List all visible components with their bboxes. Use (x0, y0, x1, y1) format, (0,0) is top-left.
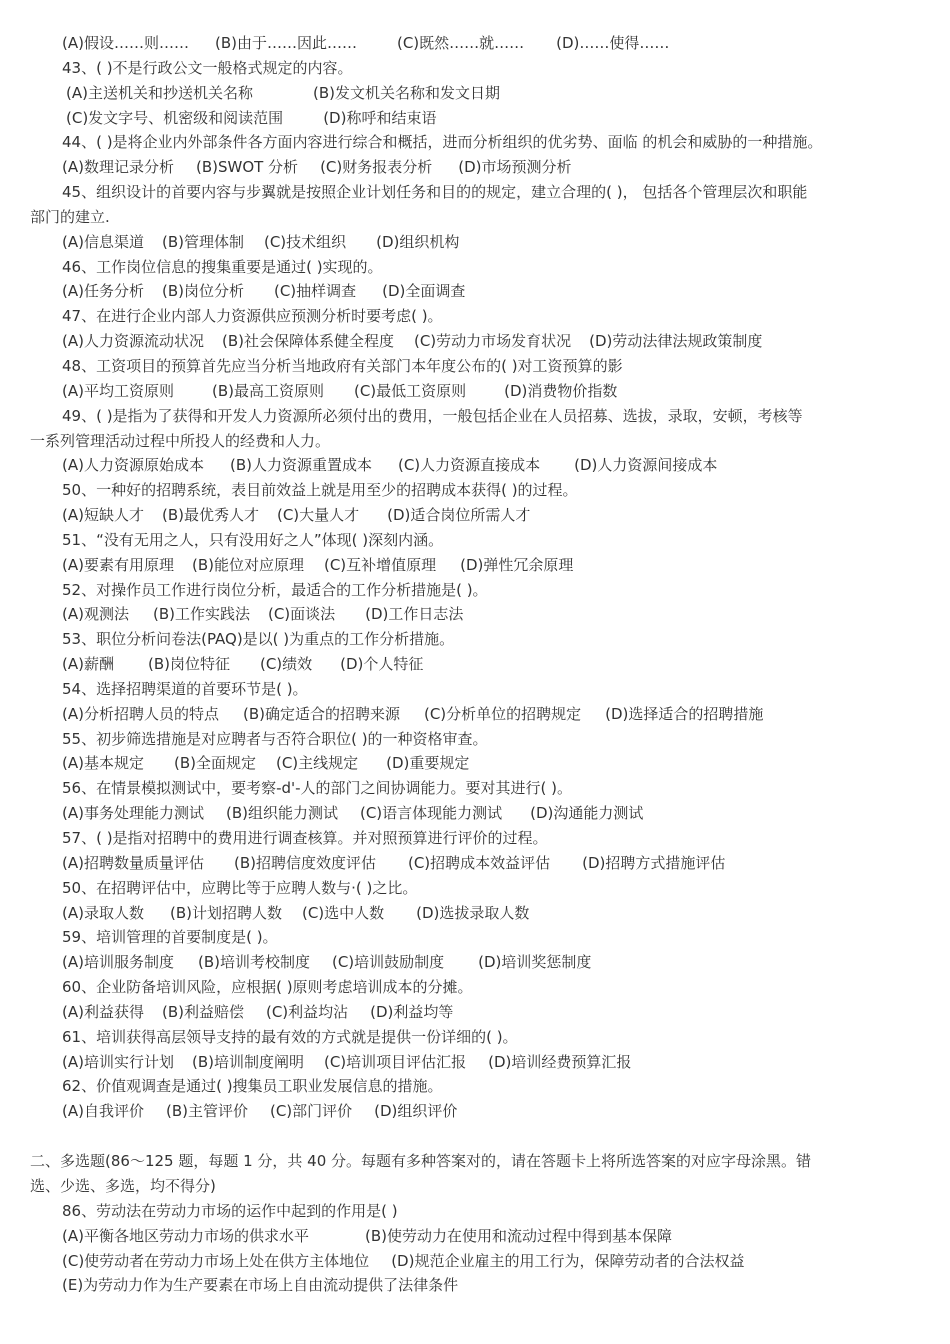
answer-option: (D)人力资源间接成本 (574, 456, 718, 475)
answer-option: (A)利益获得 (62, 1002, 144, 1021)
answer-option: (C)互补增值原理 (323, 555, 437, 574)
answer-option: (B)全面规定 (173, 754, 256, 773)
text-line: 49、( )是指为了获得和开发人力资源所必须付出的费用，一般包括企业在人员招募、选拔，录取，安顿，考核等 (62, 406, 803, 425)
answer-option: (A)薪酬 (62, 655, 114, 674)
answer-option: (B)工作实践法 (152, 605, 250, 624)
answer-option: (A)录取人数 (62, 903, 144, 922)
answer-options-line (0, 503, 950, 528)
answer-option: (C)选中人数 (301, 903, 385, 922)
text-line: 60、企业防备培训风险，应根据( )原则考虑培训成本的分摊。 (62, 978, 473, 997)
answer-option: (A)事务处理能力测试 (62, 804, 204, 823)
answer-option: (A)人力资源原始成本 (62, 456, 204, 475)
answer-options-line (0, 329, 950, 354)
answer-options-line (0, 1000, 950, 1025)
answer-options-line (0, 31, 950, 56)
answer-option: (A)培训实行计划 (62, 1052, 174, 1071)
answer-options-line (0, 652, 950, 677)
answer-option: (A)基本规定 (62, 754, 144, 773)
answer-option: (A)平衡各地区劳动力市场的供求水平 (62, 1226, 309, 1245)
answer-options-line (0, 1249, 950, 1274)
answer-options-line (0, 950, 950, 975)
text-line: 59、培训管理的首要制度是( )。 (62, 928, 278, 947)
answer-option: (A)信息渠道 (62, 232, 144, 251)
text-line: 51、“没有无用之人，只有没用好之人”体现( )深刻内涵。 (62, 530, 444, 549)
answer-option: (A)任务分析 (62, 282, 144, 301)
text-line: 50、在招聘评估中，应聘比等于应聘人数与·( )之比。 (62, 878, 418, 897)
answer-options-line (0, 453, 950, 478)
answer-option: (D)劳动法律法规政策制度 (589, 332, 763, 351)
answer-options-line (0, 230, 950, 255)
answer-option: (C)分析单位的招聘规定 (423, 704, 582, 723)
answer-option: (B)培训制度阐明 (191, 1052, 304, 1071)
text-line: 一系列管理活动过程中所投人的经费和人力。 (30, 431, 331, 450)
text-line: 43、( )不是行政公文一般格式规定的内容。 (62, 58, 353, 77)
answer-options-line (0, 553, 950, 578)
answer-options-line (0, 379, 950, 404)
answer-options-line (0, 901, 950, 926)
answer-option: (C)抽样调查 (273, 282, 357, 301)
answer-option: (C)培训项目评估汇报 (323, 1052, 467, 1071)
answer-option: (C)财务报表分析 (320, 158, 433, 177)
answer-option: (C)绩效 (259, 655, 313, 674)
answer-options-line (0, 81, 950, 106)
answer-option: (D)……使得…… (556, 34, 670, 52)
text-line: 57、( )是指对招聘中的费用进行调查核算。并对照预算进行评价的过程。 (62, 829, 548, 847)
answer-option: (C)使劳动者在劳动力市场上处在供方主体地位 (62, 1251, 370, 1270)
answer-option: (A)假设……则…… (62, 34, 189, 52)
answer-option: (B)最优秀人才 (161, 506, 259, 525)
answer-options-line (0, 602, 950, 627)
answer-option: (D)组织评价 (374, 1102, 458, 1121)
answer-option: (B)招聘信度效度评估 (233, 853, 376, 872)
text-line: 46、工作岗位信息的搜集重要是通过( )实现的。 (62, 257, 383, 276)
answer-option: (A)要素有用原理 (62, 555, 174, 574)
answer-option: (D)规范企业雇主的用工行为，保障劳动者的合法权益 (391, 1251, 745, 1270)
answer-option: (C)培训鼓励制度 (331, 953, 445, 972)
answer-options-line (0, 801, 950, 826)
answer-option: (B)利益赔偿 (161, 1002, 244, 1021)
text-line: (E)为劳动力作为生产要素在市场上自由流动提供了法律条件 (62, 1276, 459, 1295)
answer-option: (C)招聘成本效益评估 (407, 853, 551, 872)
answer-option: (C)发文字号、机密级和阅读范围 (66, 108, 284, 127)
answer-option: (A)观测法 (62, 605, 129, 624)
answer-options-line (0, 1050, 950, 1075)
text-line: 45、组织设计的首要内容与步翼就是按照企业计划任务和目的的规定，建立合理的( )， 包括各个管理层次和职能 (62, 183, 808, 202)
answer-option: (B)SWOT 分析 (195, 158, 299, 177)
answer-options-line (0, 751, 950, 776)
answer-option: (C)技术组织 (263, 232, 347, 251)
text-line: 选、少选、多选，均不得分) (30, 1176, 216, 1195)
answer-option: (B)由于……因此…… (214, 34, 357, 52)
answer-options-line (0, 702, 950, 727)
answer-option: (D)选择适合的招聘措施 (605, 704, 764, 723)
answer-option: (B)使劳动力在使用和流动过程中得到基本保障 (364, 1226, 672, 1245)
answer-options-line (0, 1099, 950, 1124)
answer-option: (B)培训考校制度 (197, 953, 310, 972)
answer-option: (A)主送机关和抄送机关名称 (66, 83, 253, 102)
answer-option: (A)短缺人才 (62, 506, 144, 525)
answer-option: (C)大量人才 (276, 506, 360, 525)
answer-option: (B)社会保障体系健全程度 (221, 332, 394, 351)
text-line: 52、对操作员工作进行岗位分析，最适合的工作分析措施是( )。 (62, 580, 488, 599)
answer-option: (D)选拔录取人数 (416, 903, 530, 922)
text-line: 48、工资项目的预算首先应当分析当地政府有关部门本年度公布的( )对工资预算的影 (62, 356, 623, 375)
text-line: 53、职位分析问卷法(PAQ)是以( )为重点的工作分析措施。 (62, 630, 455, 649)
answer-option: (D)个人特征 (340, 655, 424, 674)
answer-options-line (0, 851, 950, 876)
answer-option: (A)平均工资原则 (62, 381, 174, 400)
answer-option: (A)培训服务制度 (62, 953, 174, 972)
answer-option: (A)人力资源流动状况 (62, 332, 204, 351)
answer-option: (A)数理记录分析 (62, 158, 174, 177)
answer-option: (D)消费物价指数 (504, 381, 618, 400)
answer-option: (C)利益均沾 (265, 1002, 349, 1021)
answer-option: (B)发文机关名称和发文日期 (312, 83, 500, 102)
text-line: 55、初步筛选措施是对应聘者与否符合职位( )的一种资格审查。 (62, 729, 488, 748)
document-page (0, 31, 950, 1298)
answer-option: (B)岗位特征 (147, 655, 230, 674)
answer-option: (B)人力资源重置成本 (229, 456, 372, 475)
text-line: 部门的建立. (30, 207, 110, 226)
text-line: 61、培训获得高层领导支持的最有效的方式就是提供一份详细的( )。 (62, 1027, 518, 1046)
answer-option: (C)人力资源直接成本 (397, 456, 541, 475)
answer-option: (C)最低工资原则 (353, 381, 467, 400)
answer-option: (C)既然……就…… (396, 34, 525, 52)
text-line: 56、在情景模拟测试中，要考察-d'-人的部门之间协调能力。要对其进行( )。 (62, 779, 573, 798)
answer-option: (C)语言体现能力测试 (359, 804, 503, 823)
answer-option: (D)沟通能力测试 (530, 804, 644, 823)
answer-option: (B)岗位分析 (161, 282, 244, 301)
answer-option: (A)招聘数量质量评估 (62, 853, 204, 872)
answer-option: (D)全面调查 (382, 282, 466, 301)
answer-option: (B)计划招聘人数 (169, 903, 282, 922)
answer-option: (D)重要规定 (386, 754, 470, 773)
text-line: 47、在进行企业内部人力资源供应预测分析时要考虑( )。 (62, 307, 443, 326)
text-line: 二、多选题(86～125 题，每题 1 分，共 40 分。每题有多种答案对的，请在答题卡上将所选答案的对应字母涂黑。错 (30, 1152, 812, 1171)
answer-option: (C)部门评价 (269, 1102, 353, 1121)
answer-option: (D)称呼和结束语 (323, 108, 437, 127)
text-line: 62、价值观调查是通过( )搜集员工职业发展信息的措施。 (62, 1077, 443, 1096)
answer-options-line (0, 106, 950, 131)
answer-option: (D)弹性冗余原理 (460, 555, 574, 574)
answer-options-line (0, 279, 950, 304)
answer-option: (D)培训奖惩制度 (478, 953, 592, 972)
answer-option: (A)分析招聘人员的特点 (62, 704, 219, 723)
answer-option: (C)面谈法 (267, 605, 336, 624)
answer-option: (D)利益均等 (370, 1002, 454, 1021)
answer-option: (B)能位对应原理 (191, 555, 304, 574)
answer-options-line (0, 155, 950, 180)
answer-option: (D)市场预测分析 (458, 158, 572, 177)
answer-option: (D)组织机构 (376, 232, 460, 251)
text-line: 50、一种好的招聘系统，表目前效益上就是用至少的招聘成本获得( )的过程。 (62, 481, 578, 500)
answer-option: (B)管理体制 (161, 232, 244, 251)
answer-option: (D)工作日志法 (365, 605, 464, 624)
answer-option: (D)适合岗位所需人才 (387, 506, 531, 525)
answer-option: (C)劳动力市场发育状况 (413, 332, 572, 351)
text-line: 86、劳动法在劳动力市场的运作中起到的作用是( ) (62, 1201, 398, 1220)
answer-options-line (0, 1224, 950, 1249)
answer-option: (C)主线规定 (275, 754, 359, 773)
blank-line (0, 1124, 950, 1149)
text-line: 54、选择招聘渠道的首要环节是( )。 (62, 679, 308, 698)
answer-option: (D)培训经费预算汇报 (488, 1052, 632, 1071)
answer-option: (D)招聘方式措施评估 (582, 853, 726, 872)
answer-option: (B)最高工资原则 (211, 381, 324, 400)
answer-option: (B)组织能力测试 (225, 804, 338, 823)
text-line: 44、( )是将企业内外部条件各方面内容进行综合和概括，进而分析组织的优劣势、面临 的机会和威胁的一种措施。 (62, 133, 823, 152)
answer-option: (B)确定适合的招聘来源 (242, 704, 400, 723)
answer-option: (B)主管评价 (165, 1102, 248, 1121)
answer-option: (A)自我评价 (62, 1102, 144, 1121)
